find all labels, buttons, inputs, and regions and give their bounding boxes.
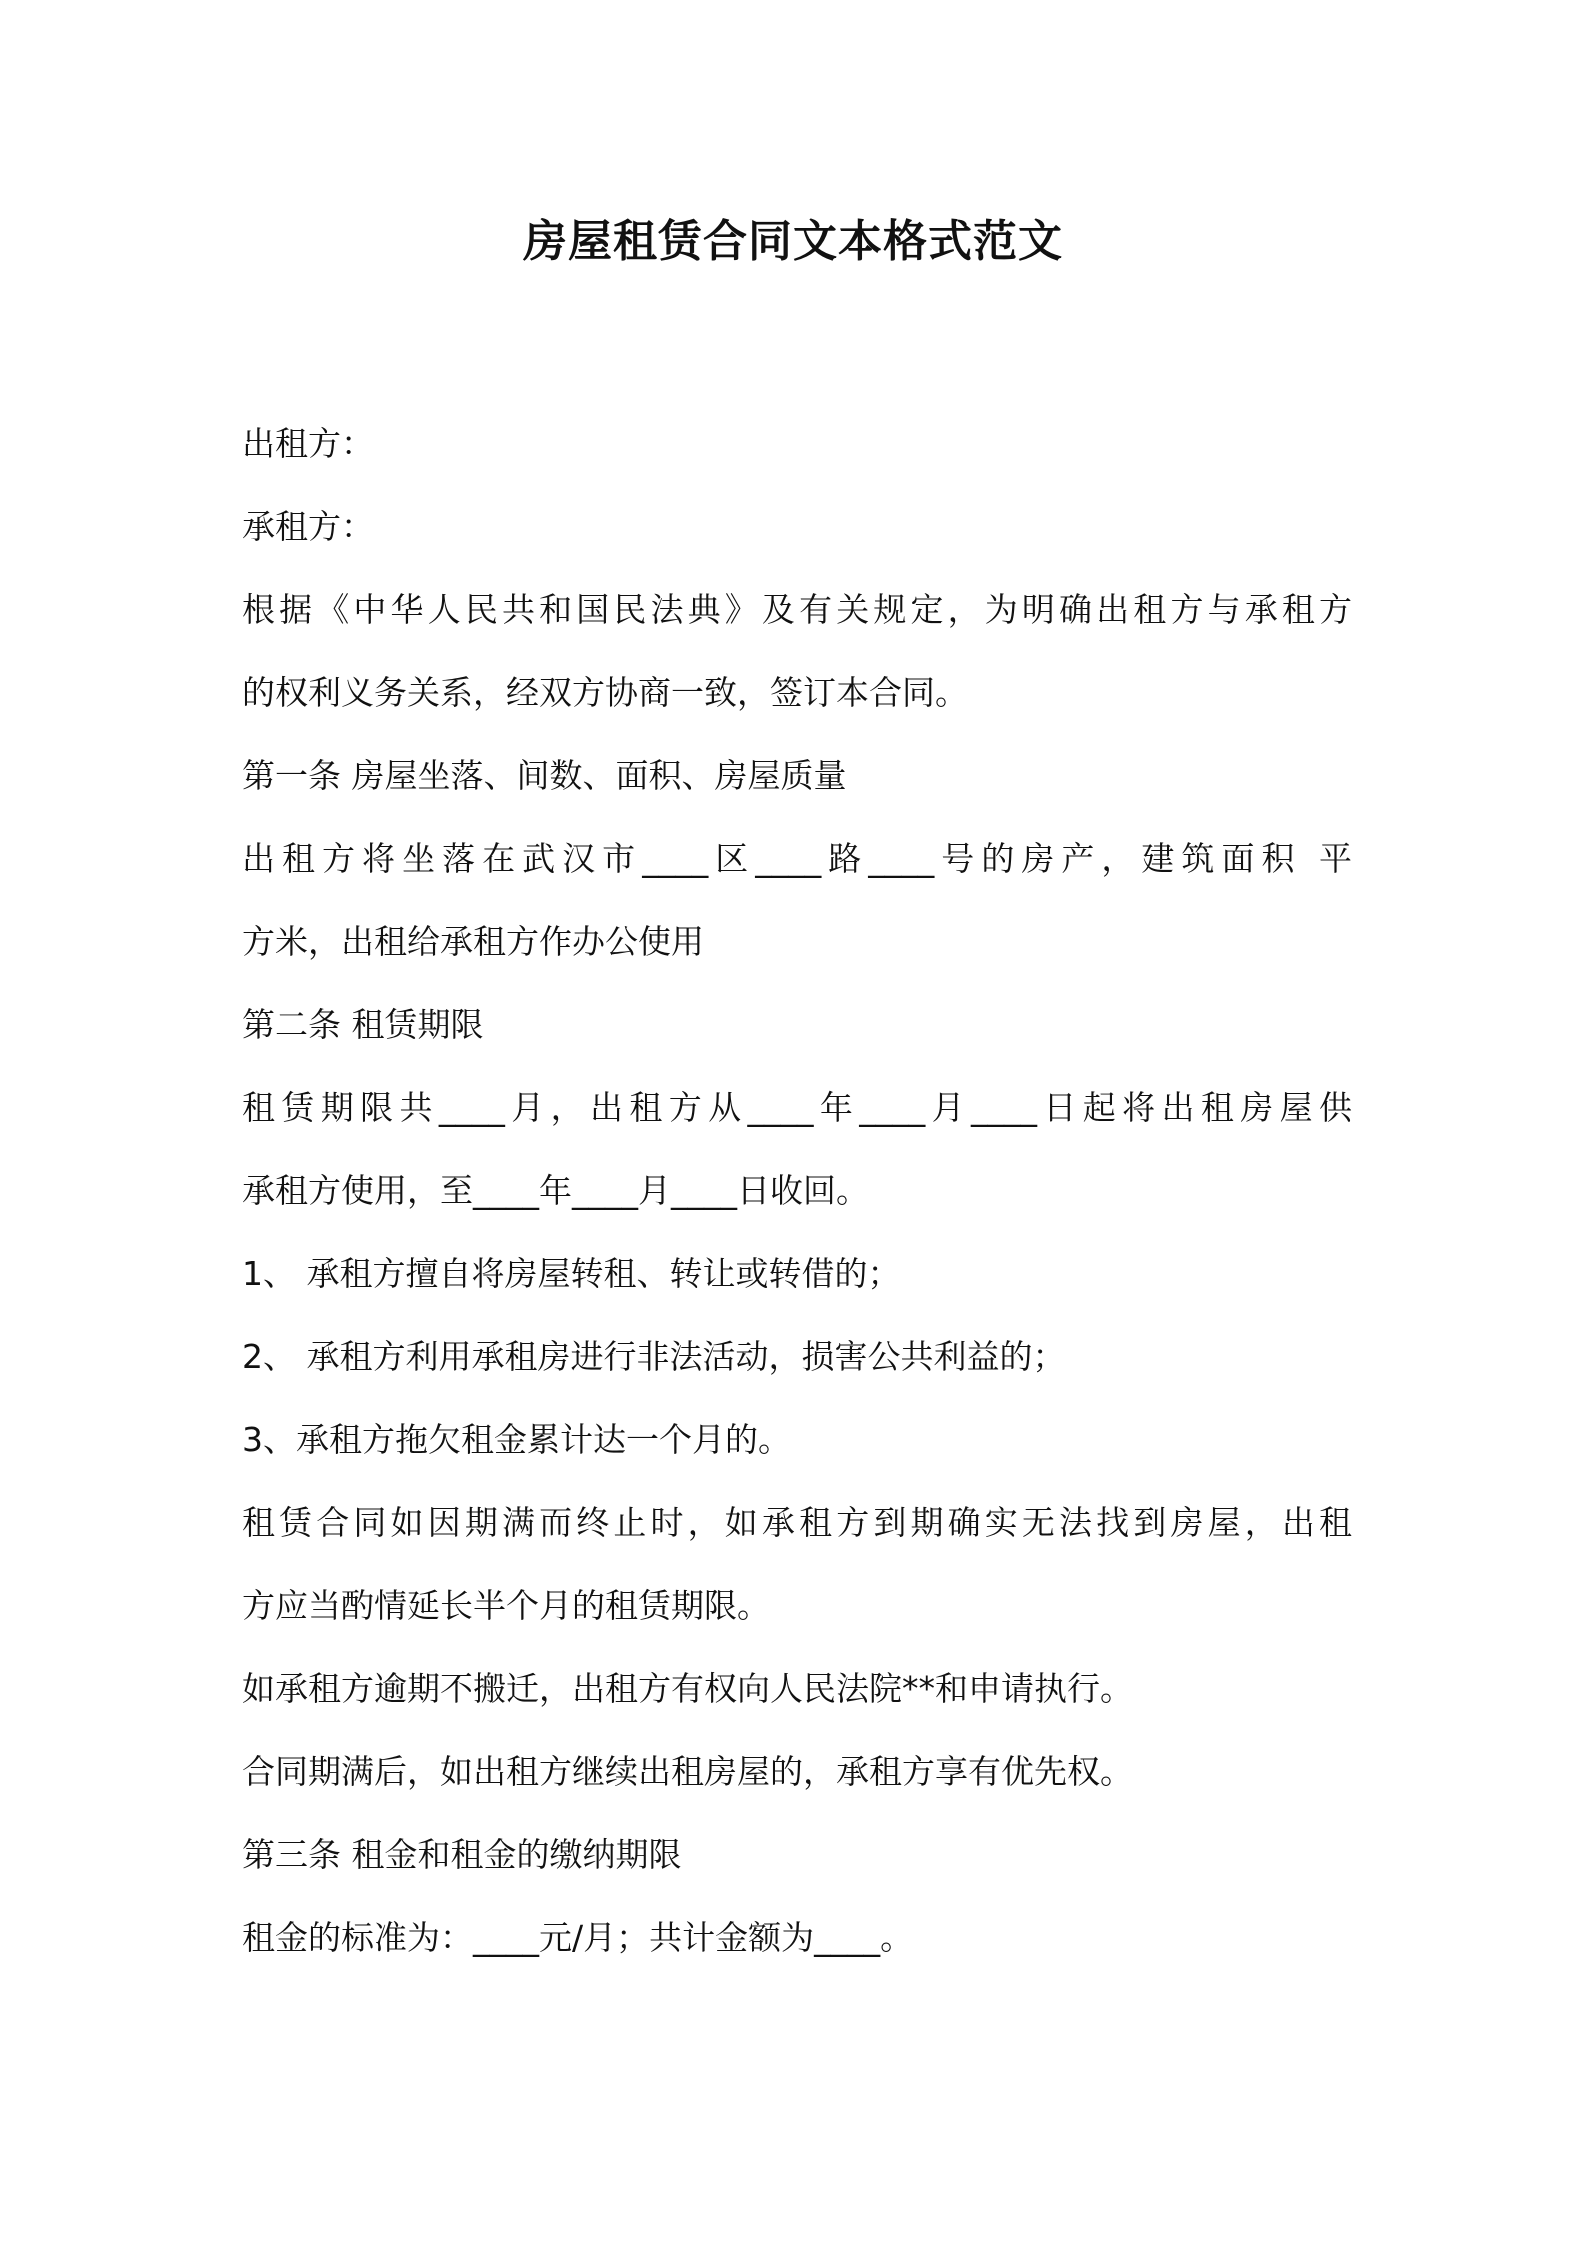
- article-1-text-line-1: 出租方将坐落在武汉市____区____路____号的房产，建筑面积 平: [242, 839, 1352, 878]
- list-item-2: 2、 承租方利用承租房进行非法活动，损害公共利益的；: [242, 1337, 1066, 1376]
- lessee-label: 承租方：: [242, 507, 374, 546]
- preamble-line-1: 根据《中华人民共和国民法典》及有关规定，为明确出租方与承租方: [242, 590, 1352, 629]
- article-1-text-line-2: 方米，出租给承租方作办公使用: [242, 922, 704, 961]
- list-item-1: 1、 承租方擅自将房屋转租、转让或转借的；: [242, 1254, 901, 1293]
- rent-standard-line: 租金的标准为：____元/月；共计金额为____。: [242, 1918, 914, 1957]
- lessor-label: 出租方：: [242, 424, 374, 463]
- termination-line-2: 方应当酌情延长半个月的租赁期限。: [242, 1586, 770, 1625]
- article-2-text-line-1: 租赁期限共____月，出租方从____年____月____日起将出租房屋供: [242, 1088, 1352, 1127]
- article-2-heading: 第二条 租赁期限: [242, 1005, 484, 1044]
- priority-clause: 合同期满后，如出租方继续出租房屋的，承租方享有优先权。: [242, 1752, 1133, 1791]
- article-1-heading: 第一条 房屋坐落、间数、面积、房屋质量: [242, 756, 847, 795]
- document-title: 房屋租赁合同文本格式范文: [523, 216, 1063, 267]
- list-item-3: 3、承租方拖欠租金累计达一个月的。: [242, 1420, 791, 1459]
- overdue-clause: 如承租方逾期不搬迁，出租方有权向人民法院**和申请执行。: [242, 1669, 1133, 1708]
- article-3-heading: 第三条 租金和租金的缴纳期限: [242, 1835, 682, 1874]
- preamble-line-2: 的权利义务关系，经双方协商一致，签订本合同。: [242, 673, 968, 712]
- article-2-text-line-2: 承租方使用，至____年____月____日收回。: [242, 1171, 869, 1210]
- document-body: [242, 402, 1352, 1979]
- termination-line-1: 租赁合同如因期满而终止时，如承租方到期确实无法找到房屋，出租: [242, 1503, 1352, 1542]
